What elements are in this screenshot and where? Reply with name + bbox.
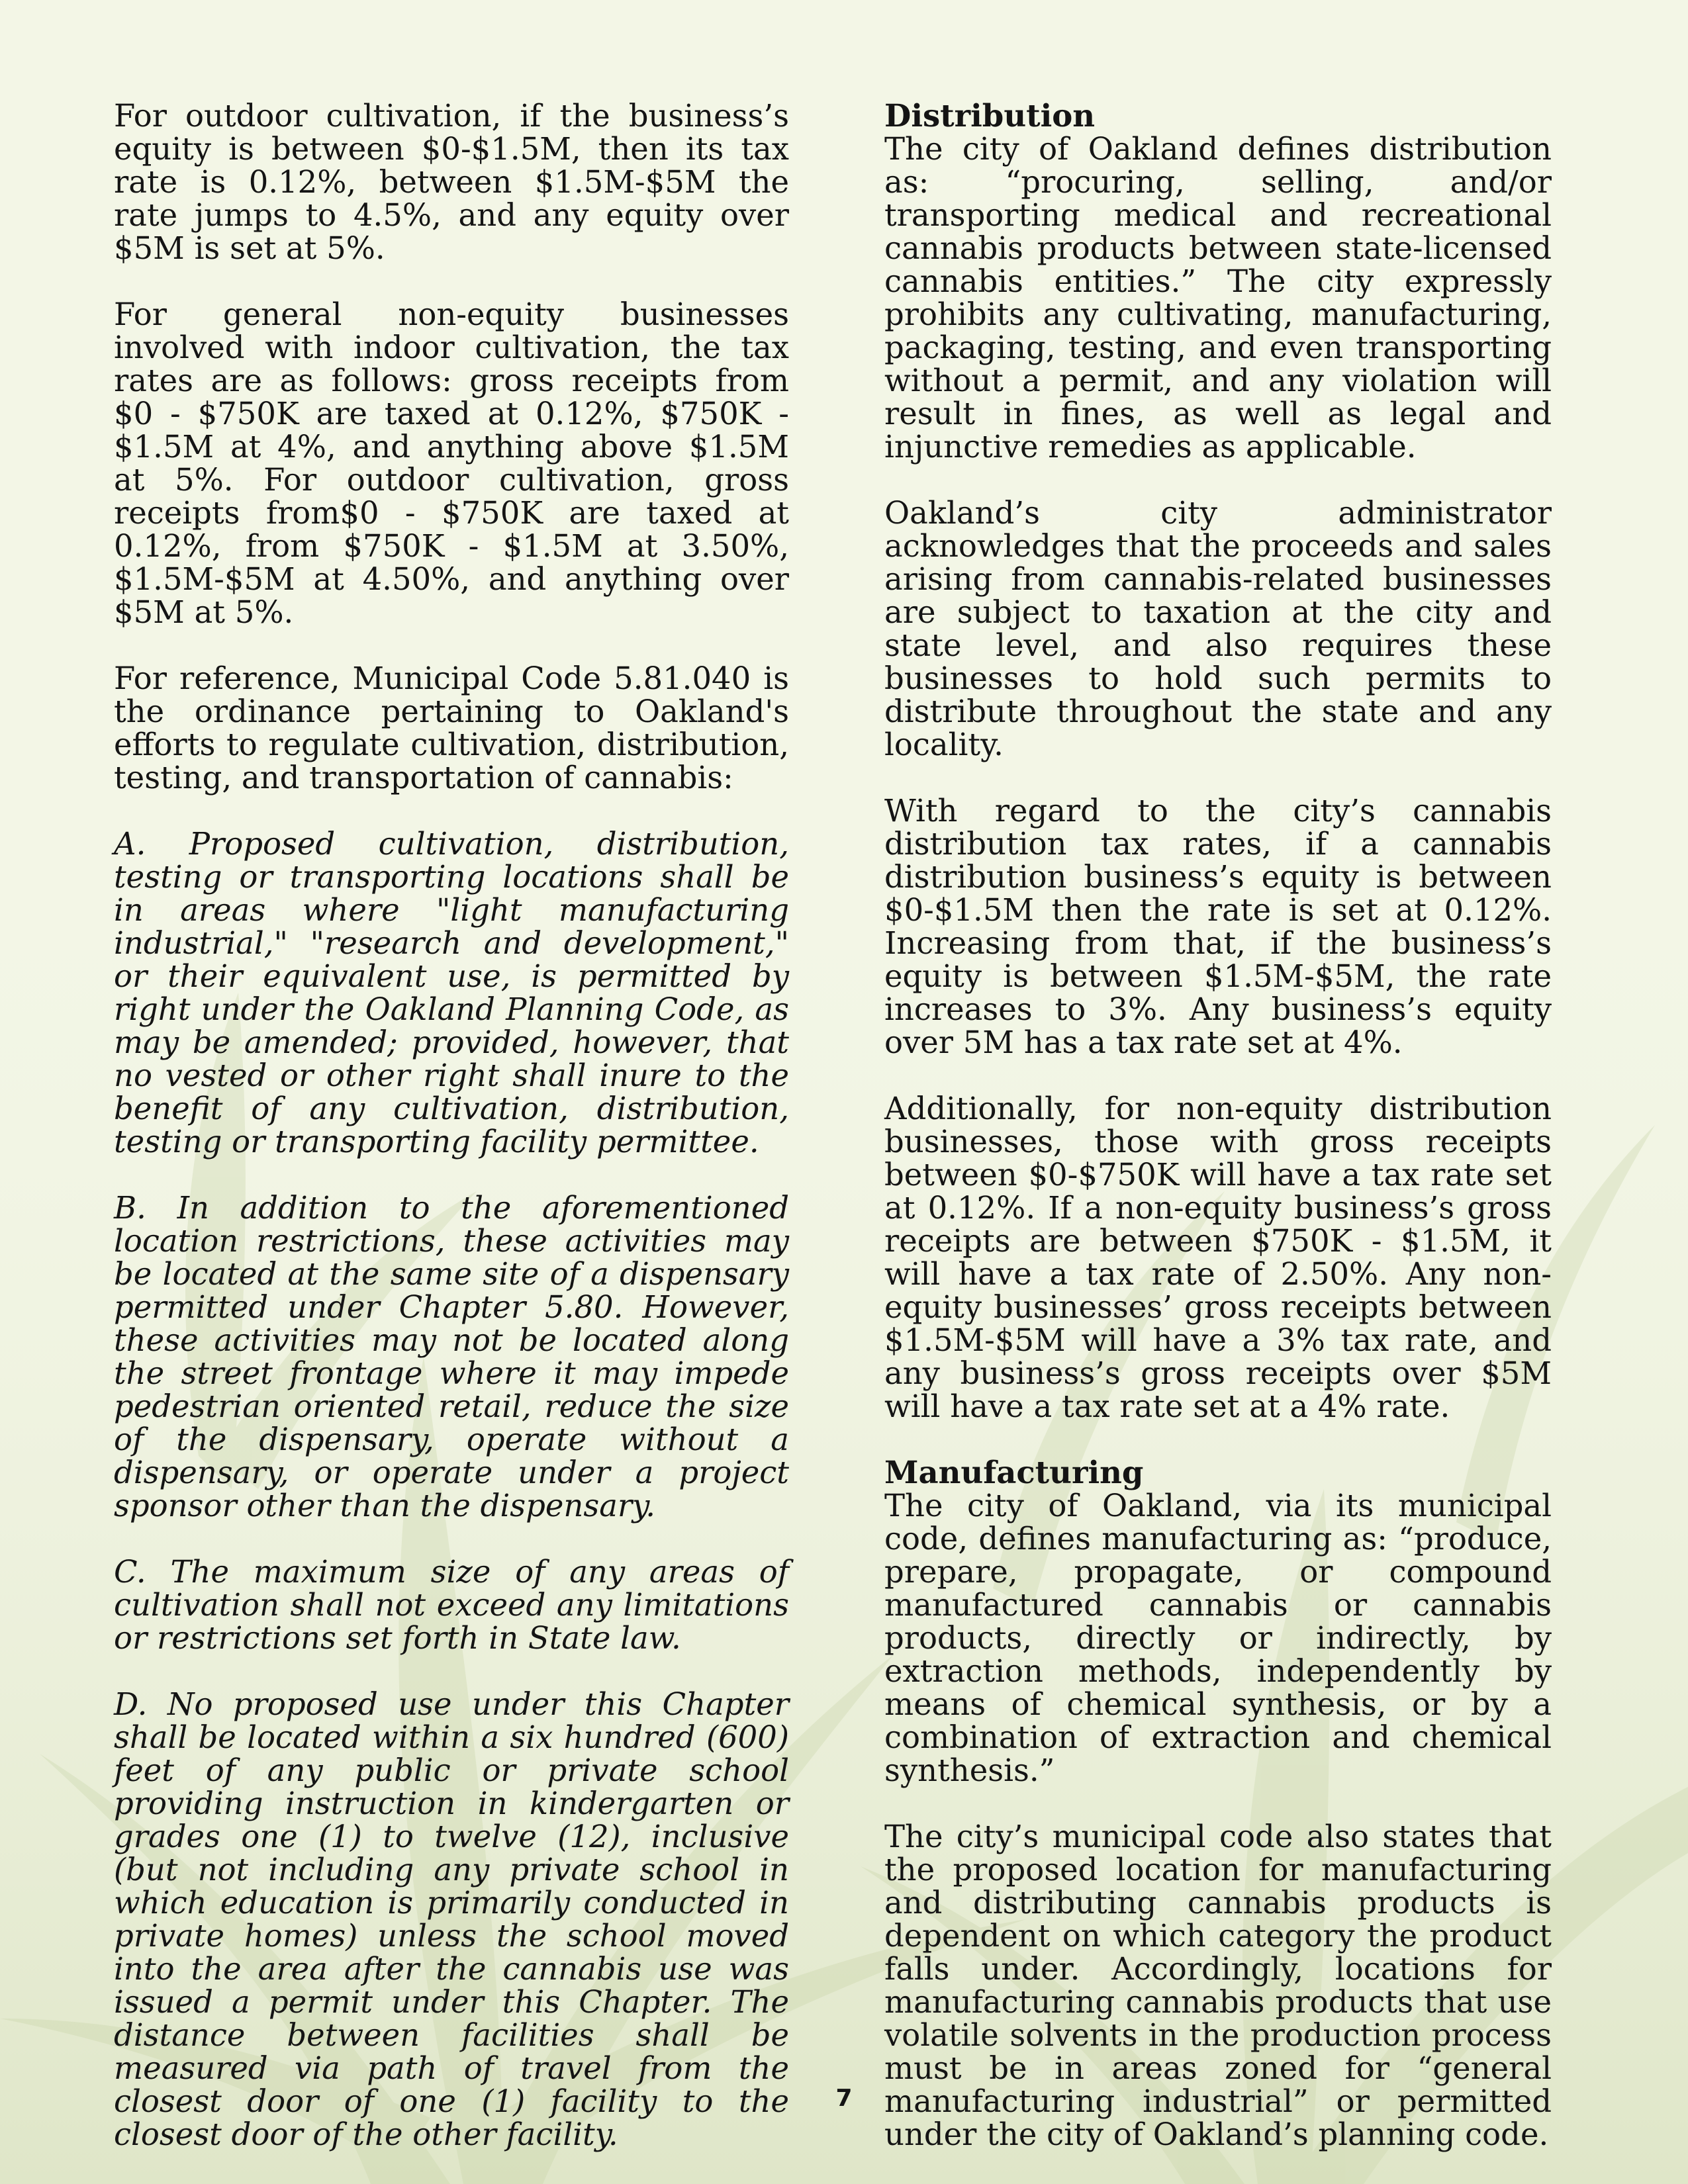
paragraph-distribution-tax-rates: With regard to the city’s cannabis distribution tax rates, if a cannabis distribution business’s equity is between $0-$1.5M then the rate is set at 0.12%. Increasing from that, if the business’s equity is between $1.5M-$5M, the rate increases to 3%. Any business’s equity over 5M has a tax rate set at 4%. [884, 793, 1552, 1060]
paragraph-manufacturing-definition: The city of Oakland, via its municipal code, defines manufacturing as: “produce, prepare, propagate, or compound manufactured cannabis or cannabis products, directly or indirectly, by extraction methods, independently by means of chemical synthesis, or by a combination of extraction and chemical synthesis.” [884, 1488, 1552, 1788]
paragraph-outdoor-cultivation-tax: For outdoor cultivation, if the business’s equity is between $0-$1.5M, then its tax rate is 0.12%, between $1.5M-$5M the rate jumps to 4.5%, and any equity over $5M is set at 5%. [114, 98, 789, 266]
ordinance-item-c: C. The maximum size of any areas of cultivation shall not exceed any limitations or restrictions set forth in State law. [114, 1554, 789, 1656]
paragraph-manufacturing-location: The city’s municipal code also states that the proposed location for manufacturing and distributing cannabis products is dependent on which category the product falls under. Accordingly, locations for manufacturing cannabis products that use volatile solvents in the production process must be in areas zoned for “general manufacturing industrial” or permitted under the city of Oakland’s planning code. [884, 1819, 1552, 2152]
heading-distribution: Distribution [884, 97, 1096, 134]
paragraph-municipal-code-reference: For reference, Municipal Code 5.81.040 is the ordinance pertaining to Oakland's efforts to regulate cultivation, distribution, testing, and transportation of cannabis: [114, 660, 789, 796]
paragraph-distribution-taxation: Oakland’s city administrator acknowledges that the proceeds and sales arising from cannabis-related businesses are subject to taxation at the city and state level, and also requires these businesses to hold such permits to distribute throughout the state and any locality. [884, 495, 1552, 762]
ordinance-item-a: A. Proposed cultivation, distribution, testing or transporting locations shall be in areas where "light manufacturing industrial," "research and development," or their equivalent use, is permitted by right under the Oakland Planning Code, as may be amended; provided, however, that no vested or other right shall inure to the benefit of any cultivation, distribution, testing or transporting facility permittee. [114, 826, 789, 1160]
left-column [114, 99, 789, 2184]
ordinance-item-d: D. No proposed use under this Chapter shall be located within a six hundred (600) feet of any public or private school providing instruction in kindergarten or grades one (1) to twelve (12), inclusive (but not including any private school in which education is primarily conducted in private homes) unless the school moved into the area after the cannabis use was issued a permit under this Chapter. The distance between facilities shall be measured via path of travel from the closest door of one (1) facility to the closest door of the other facility. [114, 1686, 789, 2152]
page-number: 7 [835, 2085, 853, 2112]
paragraph-distribution-definition: The city of Oakland defines distribution as: “procuring, selling, and/or transporting medical and recreational cannabis products between state-licensed cannabis entities.” The city expressly prohibits any cultivating, manufacturing, packaging, testing, and even transporting without a permit, and any violation will result in fines, as well as legal and injunctive remedies as applicable. [884, 131, 1552, 465]
heading-manufacturing: Manufacturing [884, 1454, 1144, 1490]
paragraph-non-equity-cultivation-tax: For general non-equity businesses involved with indoor cultivation, the tax rates are as follows: gross receipts from $0 - $750K are taxed at 0.12%, $750K - $1.5M at 4%, and anything above $1.5M at 5%. For outdoor cultivation, gross receipts from$0 - $750K are taxed at 0.12%, from $750K - $1.5M at 3.50%, $1.5M-$5M at 4.50%, and anything over $5M at 5%. [114, 296, 789, 630]
right-column [884, 99, 1552, 2184]
paragraph-non-equity-distribution: Additionally, for non-equity distribution businesses, those with gross receipts between $0-$750K will have a tax rate set at 0.12%. If a non-equity business’s gross receipts are between $750K - $1.5M, it will have a tax rate of 2.50%. Any non-equity businesses’ gross receipts between $1.5M-$5M will have a 3% tax rate, and any business’s gross receipts over $5M will have a tax rate set at a 4% rate. [884, 1091, 1552, 1424]
ordinance-item-b: B. In addition to the aforementioned location restrictions, these activities may be located at the same site of a dispensary permitted under Chapter 5.80. However, these activities may not be located along the street frontage where it may impede pedestrian oriented retail, reduce the size of the dispensary, operate without a dispensary, or operate under a project sponsor other than the dispensary. [114, 1190, 789, 1524]
